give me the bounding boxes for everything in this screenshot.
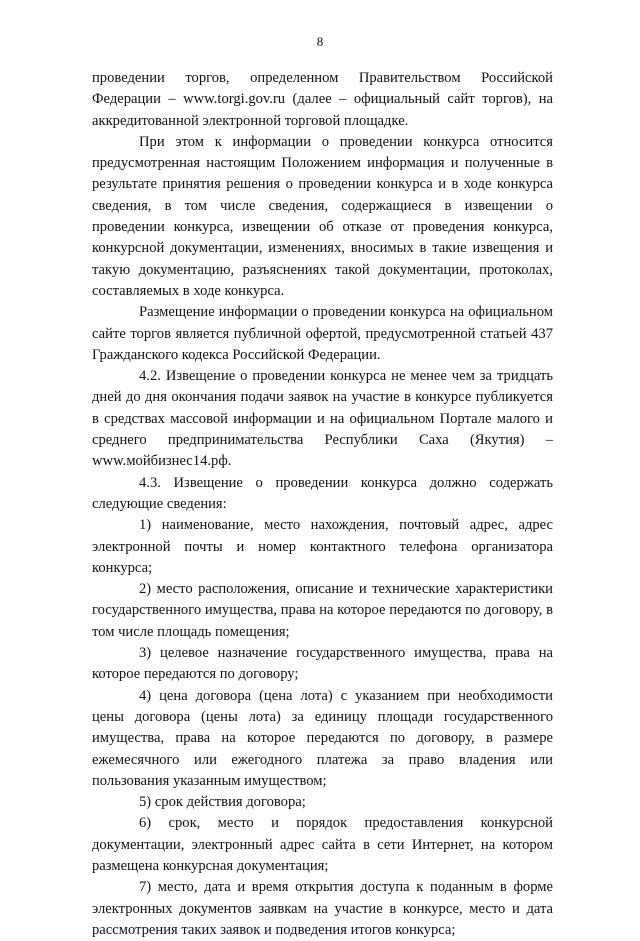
paragraph-4-2: 4.2. Извещение о проведении конкурса не менее чем за тридцать дней до дня окончания подачи заявок на участие в конкурсе публикуется в средствах массовой информации и на официальном Портале малого и среднего предпринимательства Республики Саха (Якутия) – www.мойбизнес14.рф. — [92, 368, 553, 470]
list-item-7: 7) место, дата и время открытия доступа к поданным в форме электронных документов заявкам на участие в конкурсе, место и дата рассмотрения таких заявок и подведения итогов конкурса; — [92, 879, 553, 938]
list-item-4: 4) цена договора (цена лота) с указанием при необходимости цены договора (цены лота) за единицу площади государственного имущества, права на которое передаются по договору, в размере ежемесячного или ежегодного платежа за право владения или пользования указанным имуществом; — [92, 687, 553, 789]
page-number: 8 — [316, 34, 324, 49]
list-item-6: 6) срок, место и порядок предоставления конкурсной документации, электронный адрес сайта в сети Интернет, на котором размещена конкурсная документация; — [92, 815, 553, 874]
list-item-1: 1) наименование, место нахождения, почтовый адрес, адрес электронной почты и номер контактного телефона организатора конкурса; — [92, 517, 553, 576]
list-item-2: 2) место расположения, описание и технические характеристики государственного имущества, права на которое передаются по договору, в том числе площадь помещения; — [92, 581, 553, 640]
list-item-5: 5) срок действия договора; — [139, 794, 306, 811]
paragraph-continuation: проведении торгов, определенном Правительством Российской Федерации – www.torgi.gov.ru (далее – официальный сайт торгов), на аккредитованной электронной торговой площадке. — [92, 70, 553, 129]
paragraph-public-offer: Размещение информации о проведении конкурса на официальном сайте торгов является публичной офертой, предусмотренной статьей 437 Гражданского кодекса Российской Федерации. — [92, 304, 553, 363]
list-item-3: 3) целевое назначение государственного имущества, права на которое передаются по договору; — [92, 645, 553, 683]
paragraph-information-scope: При этом к информации о проведении конкурса относится предусмотренная настоящим Положением информация и полученные в результате принятия решения о проведении конкурса и в ходе конкурса сведения, в том числе сведения, содержащиеся в извещении о проведении конкурса, извещении об отказе от проведения конкурса, конкурсной документации, изменениях, вносимых в такие извещения и такую документацию, разъяснениях такой документации, протоколах, составляемых в ходе конкурса. — [92, 133, 553, 299]
document-body — [92, 68, 553, 941]
paragraph-4-3: 4.3. Извещение о проведении конкурса должно содержать следующие сведения: — [92, 474, 553, 512]
